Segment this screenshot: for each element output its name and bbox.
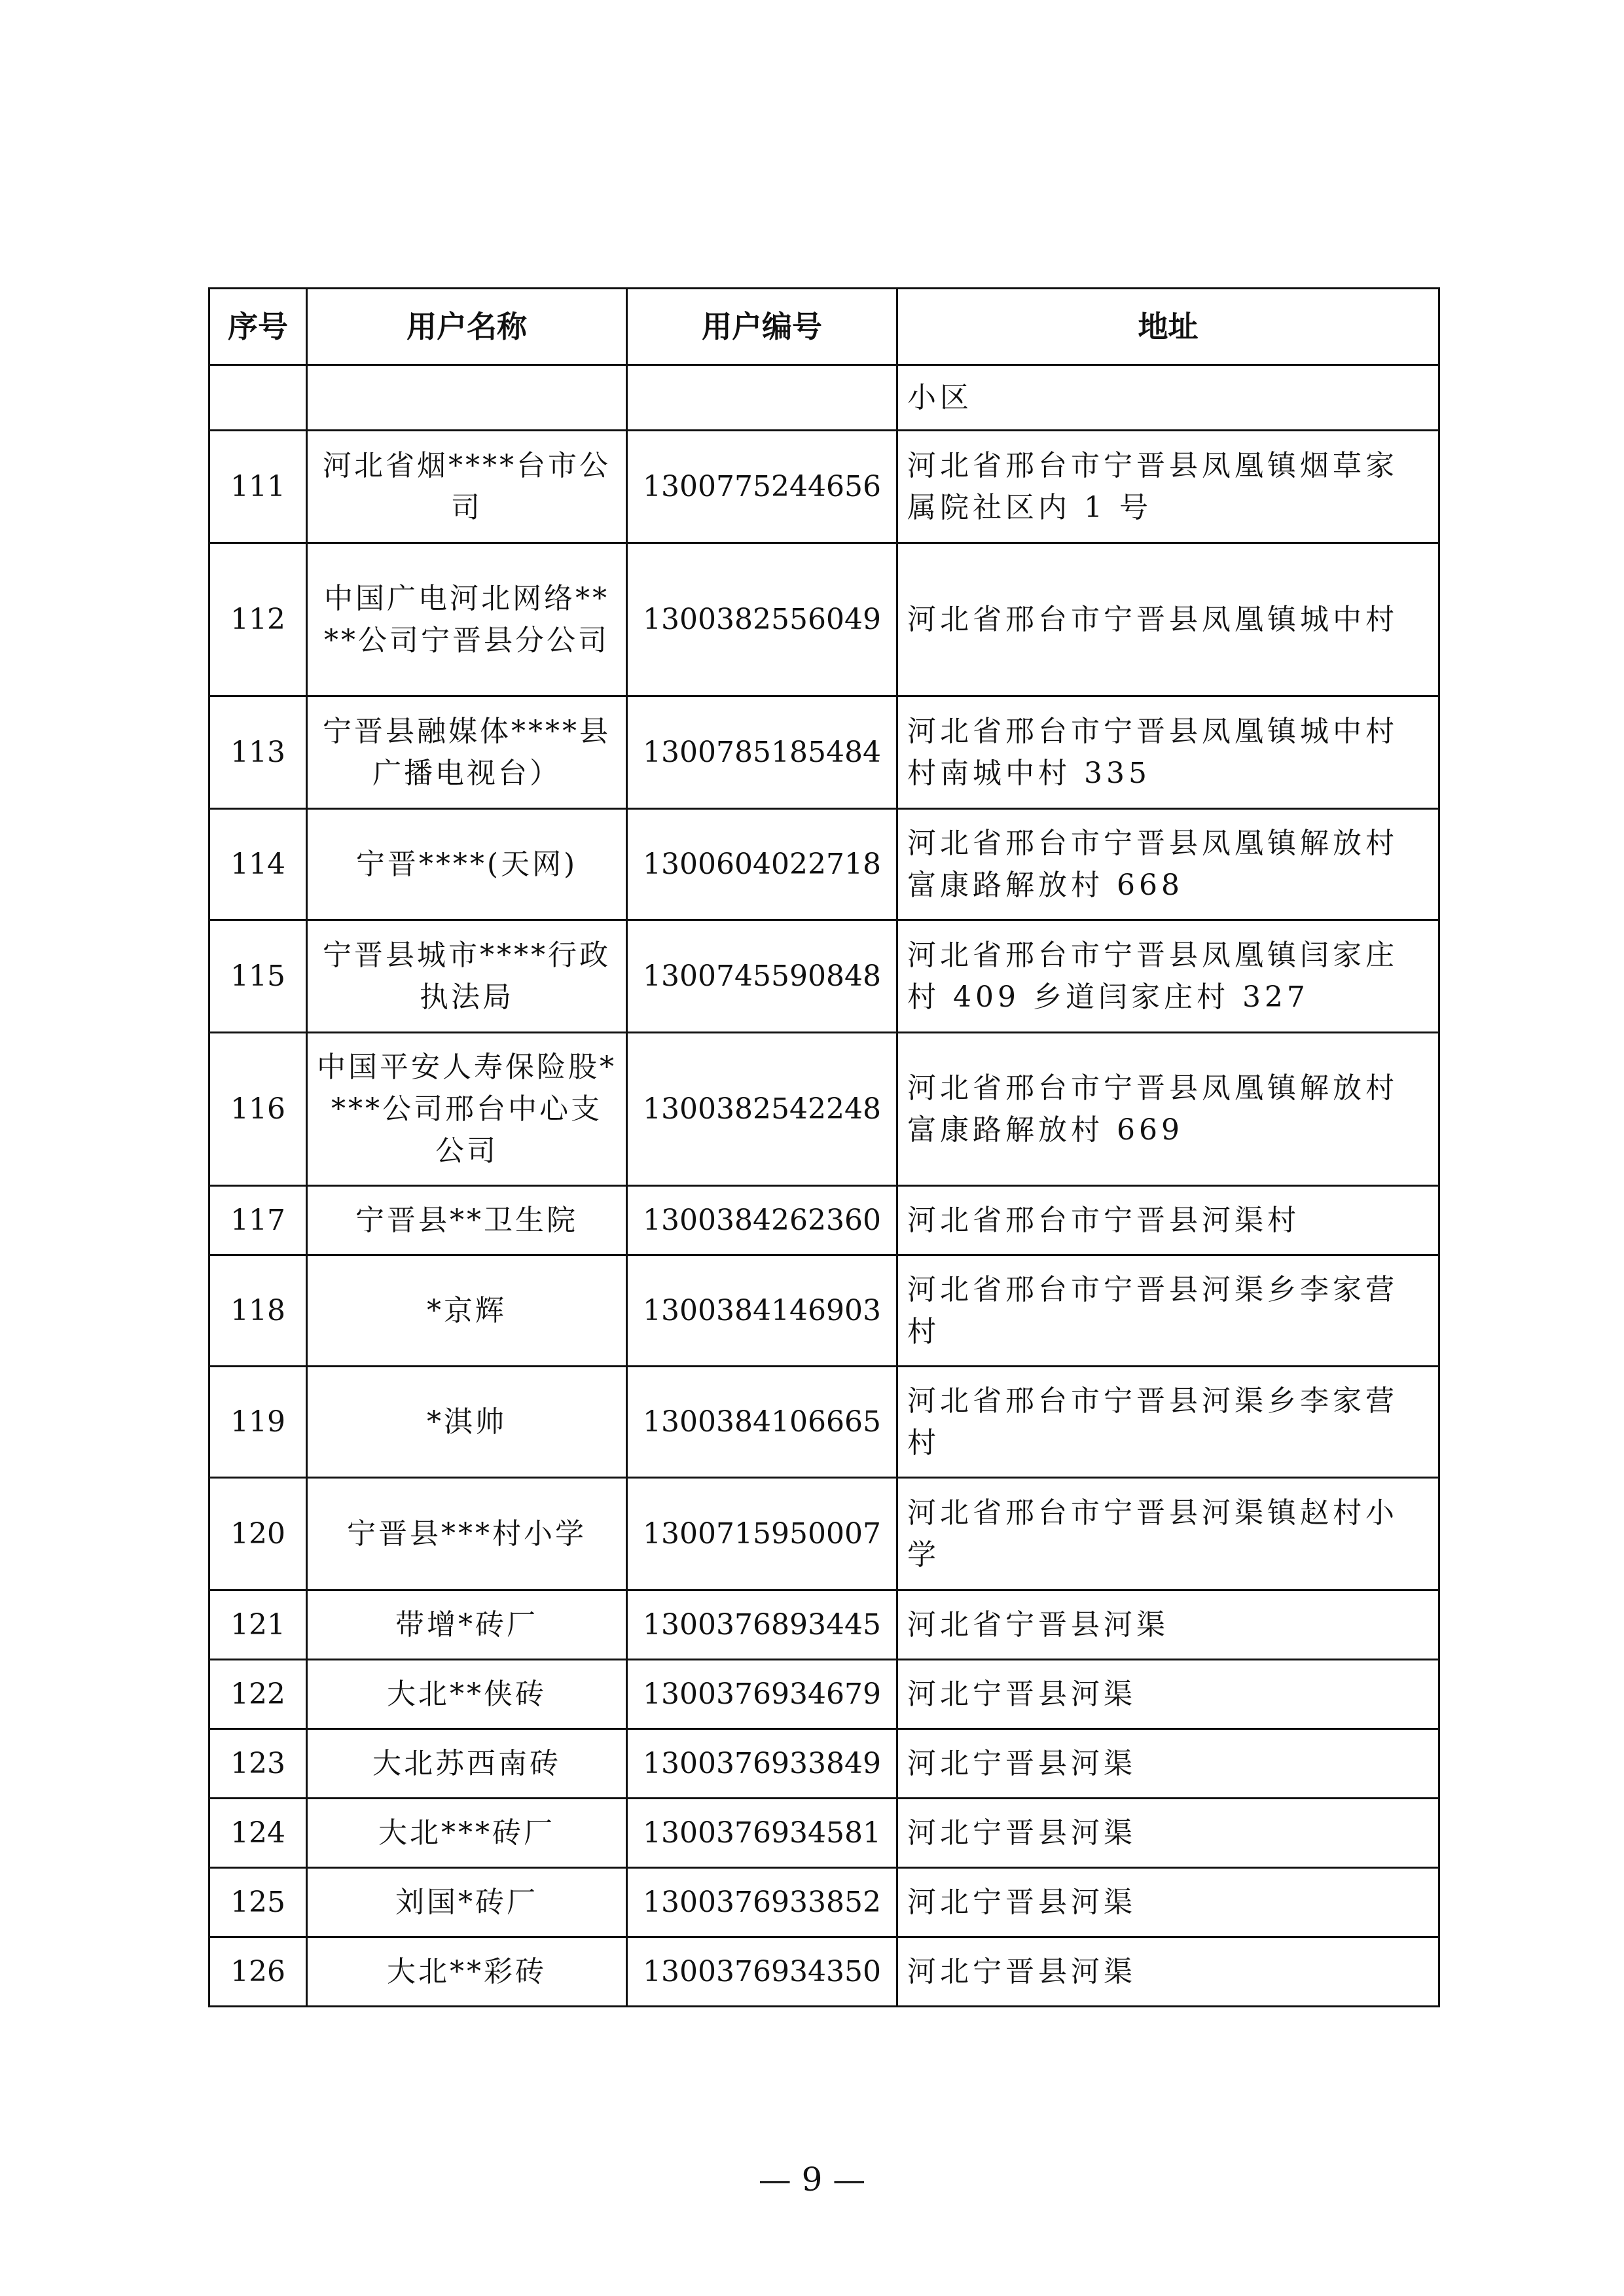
cell-user-name: 带增*砖厂: [307, 1590, 627, 1660]
cell-address: 河北省邢台市宁晋县河渠村: [897, 1186, 1439, 1255]
user-table: [208, 287, 1440, 2007]
table-row: [209, 1033, 1439, 1186]
header-user-name: 用户名称: [307, 289, 627, 365]
cell-user-name: 中国平安人寿保险股****公司邢台中心支公司: [307, 1033, 627, 1186]
cell-user-name: 刘国*砖厂: [307, 1868, 627, 1937]
table-row: [209, 1367, 1439, 1478]
cell-seq: 126: [209, 1937, 307, 2007]
cell-user-code: 1300382542248: [627, 1033, 897, 1186]
table-row: [209, 696, 1439, 809]
cell-seq: 120: [209, 1478, 307, 1590]
cell-user-code: 1300382556049: [627, 543, 897, 696]
cell-user-name: 宁晋县融媒体****县广播电视台）: [307, 696, 627, 809]
table-row: [209, 1868, 1439, 1937]
cell-address: 河北宁晋县河渠: [897, 1937, 1439, 2007]
cell-seq: 123: [209, 1729, 307, 1799]
cell-address: 小区: [897, 365, 1439, 431]
cell-address: 河北宁晋县河渠: [897, 1868, 1439, 1937]
cell-user-name: 宁晋县**卫生院: [307, 1186, 627, 1255]
cell-user-code: 1300376934679: [627, 1660, 897, 1729]
cell-address: 河北省邢台市宁晋县凤凰镇闫家庄村 409 乡道闫家庄村 327: [897, 920, 1439, 1033]
cell-user-name: 大北***砖厂: [307, 1799, 627, 1868]
cell-address: 河北宁晋县河渠: [897, 1729, 1439, 1799]
cell-address: 河北省邢台市宁晋县凤凰镇解放村富康路解放村 668: [897, 809, 1439, 920]
table-row: [209, 809, 1439, 920]
cell-seq: 124: [209, 1799, 307, 1868]
table-body: [209, 365, 1439, 2007]
page-number: — 9 —: [758, 2161, 866, 2198]
cell-user-name: *淇帅: [307, 1367, 627, 1478]
cell-seq: 121: [209, 1590, 307, 1660]
cell-seq: 118: [209, 1255, 307, 1367]
cell-user-name: 大北**侠砖: [307, 1660, 627, 1729]
cell-address: 河北宁晋县河渠: [897, 1799, 1439, 1868]
cell-user-code: 1300604022718: [627, 809, 897, 920]
table-row: [209, 365, 1439, 431]
cell-user-code: 1300376893445: [627, 1590, 897, 1660]
cell-user-code: 1300384106665: [627, 1367, 897, 1478]
cell-seq: 114: [209, 809, 307, 920]
cell-address: 河北省邢台市宁晋县凤凰镇解放村富康路解放村 669: [897, 1033, 1439, 1186]
table-row: [209, 920, 1439, 1033]
cell-user-name: 宁晋****(天网): [307, 809, 627, 920]
cell-address: 河北省邢台市宁晋县河渠镇赵村小学: [897, 1478, 1439, 1590]
cell-address: 河北宁晋县河渠: [897, 1660, 1439, 1729]
cell-seq: 117: [209, 1186, 307, 1255]
cell-user-code: 1300745590848: [627, 920, 897, 1033]
cell-user-code: 1300775244656: [627, 431, 897, 543]
cell-address: 河北省邢台市宁晋县凤凰镇烟草家属院社区内 1 号: [897, 431, 1439, 543]
cell-user-code: 1300384146903: [627, 1255, 897, 1367]
cell-user-name: 宁晋县城市****行政执法局: [307, 920, 627, 1033]
cell-user-name: *京辉: [307, 1255, 627, 1367]
table-row: [209, 1799, 1439, 1868]
cell-seq: 111: [209, 431, 307, 543]
cell-seq: [209, 365, 307, 431]
cell-user-code: [627, 365, 897, 431]
cell-seq: 112: [209, 543, 307, 696]
cell-user-code: 1300715950007: [627, 1478, 897, 1590]
cell-address: 河北省邢台市宁晋县凤凰镇城中村村南城中村 335: [897, 696, 1439, 809]
table-row: [209, 1590, 1439, 1660]
cell-user-code: 1300376934350: [627, 1937, 897, 2007]
table-row: [209, 431, 1439, 543]
table-row: [209, 1186, 1439, 1255]
table-header-row: [209, 289, 1439, 365]
cell-user-code: 1300384262360: [627, 1186, 897, 1255]
cell-user-name: 中国广电河北网络****公司宁晋县分公司: [307, 543, 627, 696]
cell-address: 河北省邢台市宁晋县河渠乡李家营村: [897, 1367, 1439, 1478]
header-address: 地址: [897, 289, 1439, 365]
cell-address: 河北省宁晋县河渠: [897, 1590, 1439, 1660]
table-row: [209, 1660, 1439, 1729]
cell-address: 河北省邢台市宁晋县河渠乡李家营村: [897, 1255, 1439, 1367]
cell-user-name: [307, 365, 627, 431]
cell-user-code: 1300785185484: [627, 696, 897, 809]
cell-seq: 116: [209, 1033, 307, 1186]
table-row: [209, 1255, 1439, 1367]
table-row: [209, 543, 1439, 696]
cell-user-code: 1300376933849: [627, 1729, 897, 1799]
cell-seq: 113: [209, 696, 307, 809]
cell-seq: 122: [209, 1660, 307, 1729]
cell-address: 河北省邢台市宁晋县凤凰镇城中村: [897, 543, 1439, 696]
table-row: [209, 1478, 1439, 1590]
header-user-code: 用户编号: [627, 289, 897, 365]
cell-user-name: 河北省烟****台市公司: [307, 431, 627, 543]
cell-user-name: 宁晋县***村小学: [307, 1478, 627, 1590]
header-seq: 序号: [209, 289, 307, 365]
cell-seq: 125: [209, 1868, 307, 1937]
cell-user-code: 1300376934581: [627, 1799, 897, 1868]
cell-seq: 119: [209, 1367, 307, 1478]
cell-user-name: 大北**彩砖: [307, 1937, 627, 2007]
cell-user-code: 1300376933852: [627, 1868, 897, 1937]
cell-user-name: 大北苏西南砖: [307, 1729, 627, 1799]
cell-seq: 115: [209, 920, 307, 1033]
table-row: [209, 1937, 1439, 2007]
table-row: [209, 1729, 1439, 1799]
